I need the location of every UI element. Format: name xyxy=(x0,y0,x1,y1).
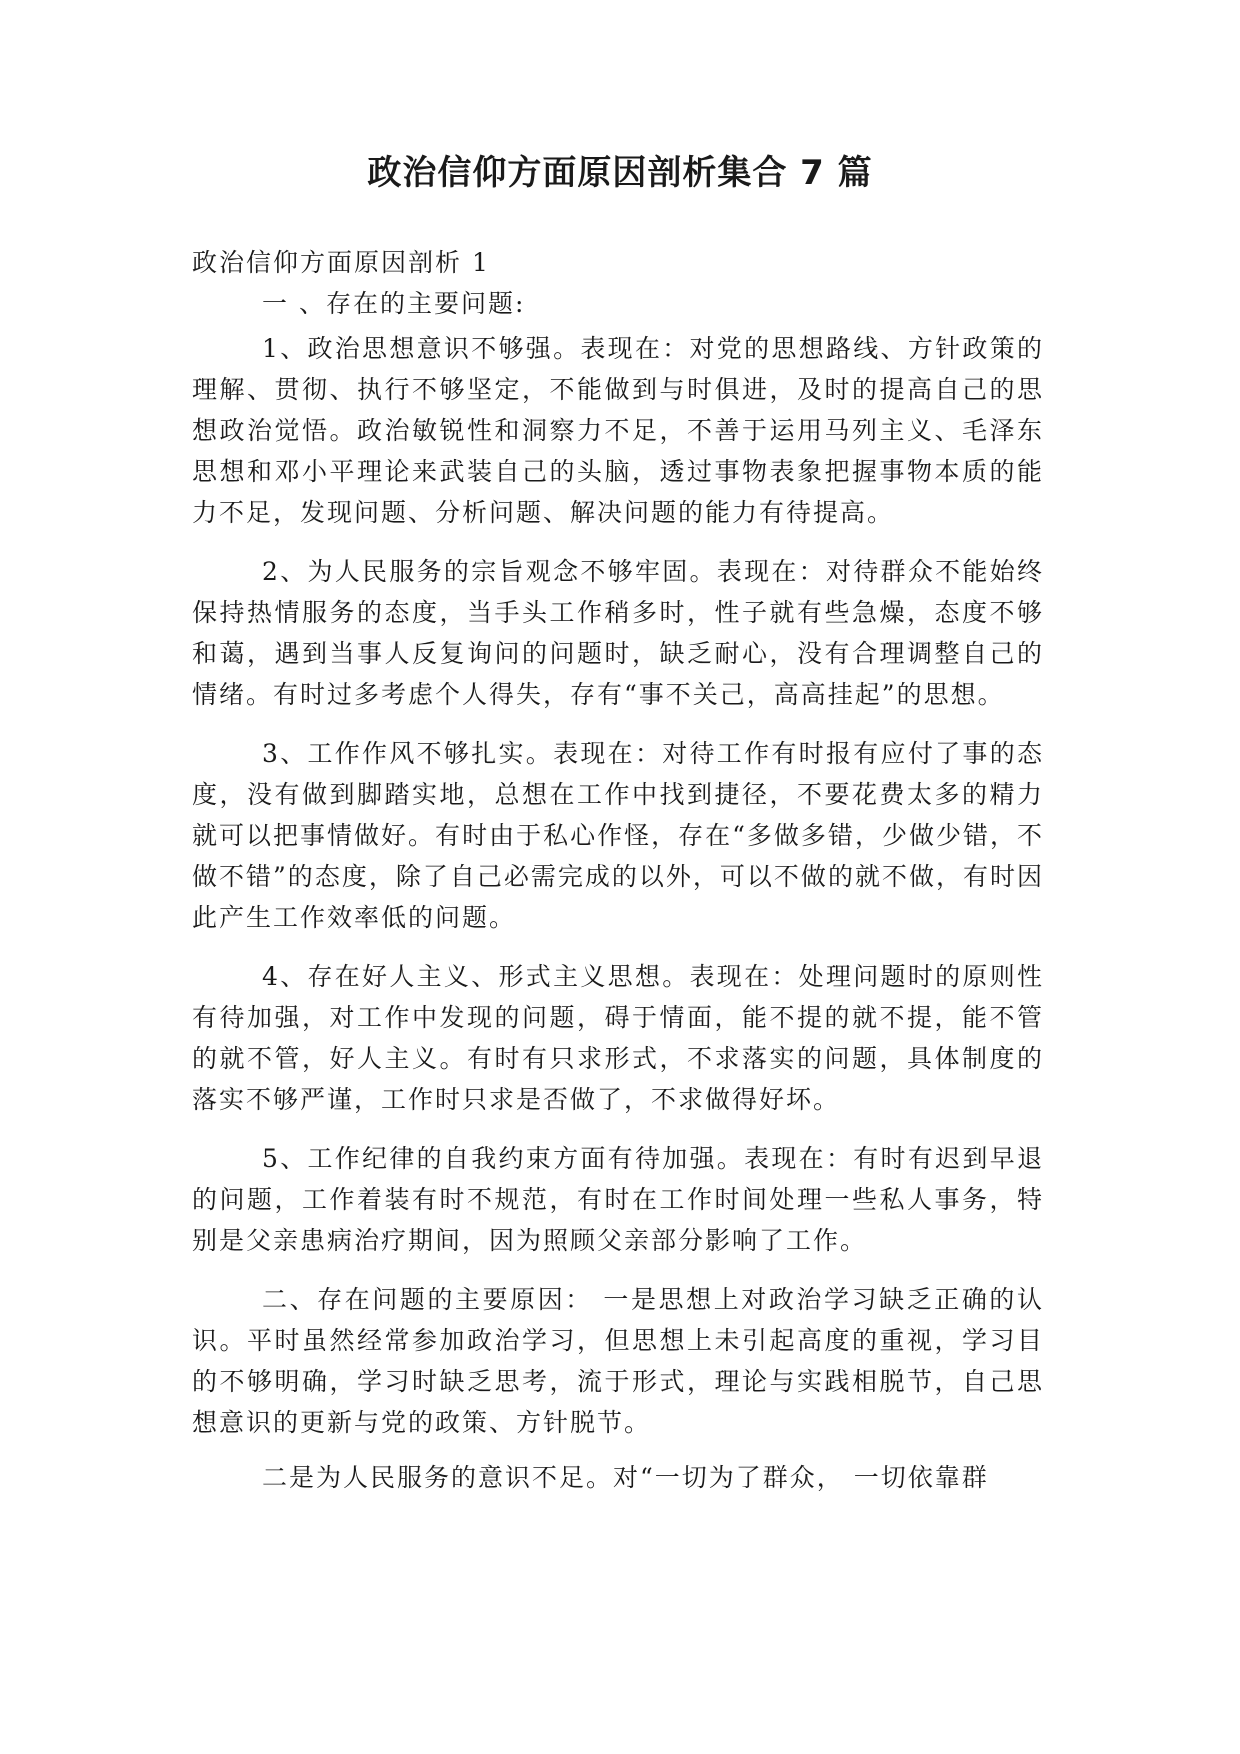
paragraph-4: 4、存在好人主义、形式主义思想。表现在：处理问题时的原则性有待加强，对工作中发现的问题，碍于情面，能不提的就不提，能不管的就不管，好人主义。有时有只求形式，不求落实的问题，具体制度的落实不够严谨，工作时只求是否做了，不求做得好坏。 xyxy=(192,962,1044,1114)
paragraph-1: 1、政治思想意识不够强。表现在：对党的思想路线、方针政策的理解、贯彻、执行不够坚定，不能做到与时俱进，及时的提高自己的思想政治觉悟。政治敏锐性和洞察力不足，不善于运用马列主义、毛泽东思想和邓小平理论来武装自己的头脑，透过事物表象把握事物本质的能力不足，发现问题、分析问题、解决问题的能力有待提高。 xyxy=(192,334,1044,527)
paragraph-2: 2、为人民服务的宗旨观念不够牢固。表现在：对待群众不能始终保持热情服务的态度，当手头工作稍多时，性子就有些急燥，态度不够和蔼，遇到当事人反复询问的问题时，缺乏耐心，没有合理调整自己的情绪。有时过多考虑个人得失，存有“事不关己，高高挂起”的思想。 xyxy=(192,557,1044,709)
paragraph-3: 3、工作作风不够扎实。表现在：对待工作有时报有应付了事的态度，没有做到脚踏实地，总想在工作中找到捷径，不要花费太多的精力就可以把事情做好。有时由于私心作怪，存在“多做多错，少做少错，不做不错”的态度，除了自己必需完成的以外，可以不做的就不做，有时因此产生工作效率低的问题。 xyxy=(192,739,1044,932)
subheading-problems: 一 、存在的主要问题: xyxy=(262,289,526,318)
document-body xyxy=(192,242,1044,1516)
paragraph-7: 二是为人民服务的意识不足。对“一切为了群众， 一切依靠群 xyxy=(262,1463,989,1492)
paragraph-6: 二、存在问题的主要原因： 一是思想上对政治学习缺乏正确的认识。平时虽然经常参加政治学习，但思想上未引起高度的重视，学习目的不够明确，学习时缺乏思考，流于形式，理论与实践相脱节，自己思想意识的更新与党的政策、方针脱节。 xyxy=(192,1285,1044,1437)
document-title: 政治信仰方面原因剖析集合 7 篇 xyxy=(367,153,873,193)
paragraph-5: 5、工作纪律的自我约束方面有待加强。表现在：有时有迟到早退的问题，工作着装有时不规范，有时在工作时间处理一些私人事务，特别是父亲患病治疗期间，因为照顾父亲部分影响了工作。 xyxy=(192,1144,1044,1255)
section-heading: 政治信仰方面原因剖析 1 xyxy=(192,248,490,277)
